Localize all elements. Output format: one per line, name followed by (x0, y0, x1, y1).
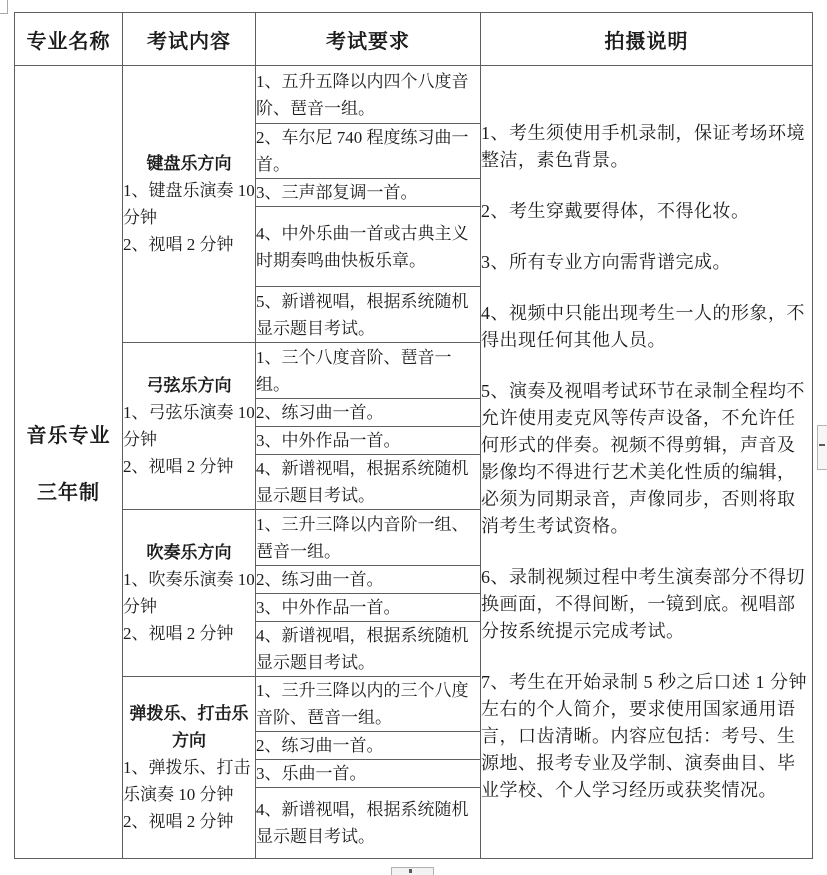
exam-requirements-table (14, 12, 813, 859)
major-name-cell (15, 66, 123, 859)
note-paragraph: 4、视频中只能出现考生一人的形象，不得出现任何其他人员。 (481, 303, 805, 350)
shooting-notes-cell (481, 66, 813, 859)
requirement-cell: 2、车尔尼 740 程度练习曲一首。 (256, 124, 481, 179)
requirement-cell: 1、三个八度音阶、琶音一组。 (256, 343, 481, 399)
requirement-cell: 4、新谱视唱，根据系统随机显示题目考试。 (256, 788, 481, 859)
requirement-cell: 3、三声部复调一首。 (256, 179, 481, 207)
header-exam-content: 考试内容 (123, 13, 256, 66)
scrollbar-grip-icon (409, 869, 412, 873)
requirement-cell: 3、中外作品一首。 (256, 427, 481, 455)
header-major-name: 专业名称 (15, 13, 123, 66)
window-corner-fragment (0, 0, 8, 14)
major-line-2: 三年制 (37, 482, 100, 504)
direction-cell-plucked-percussion (123, 677, 256, 859)
direction-item: 1、弓弦乐演奏 10 分钟 (123, 403, 255, 449)
right-scrollbar-thumb[interactable] (817, 425, 827, 470)
direction-item: 2、视唱 2 分钟 (123, 235, 234, 254)
requirement-cell: 3、乐曲一首。 (256, 760, 481, 788)
direction-title: 弹拨乐、打击乐方向 (129, 704, 249, 750)
table-row (15, 66, 813, 124)
requirement-cell: 1、五升五降以内四个八度音阶、琶音一组。 (256, 66, 481, 124)
requirement-cell: 4、新谱视唱，根据系统随机显示题目考试。 (256, 455, 481, 510)
header-exam-requirements: 考试要求 (256, 13, 481, 66)
requirement-cell: 5、新谱视唱，根据系统随机显示题目考试。 (256, 287, 481, 343)
table-header-row (15, 13, 813, 66)
note-paragraph: 7、考生在开始录制 5 秒之后口述 1 分钟左右的个人简介，要求使用国家通用语言，口齿清晰。内容应包括：考号、生源地、报考专业及学制、演奏曲目、毕业学校、个人学习经历或获奖情况。 (481, 672, 807, 800)
requirement-cell: 4、中外乐曲一首或古典主义时期奏鸣曲快板乐章。 (256, 207, 481, 287)
direction-cell-bowed-strings (123, 343, 256, 510)
requirement-cell: 4、新谱视唱，根据系统随机显示题目考试。 (256, 622, 481, 677)
direction-title: 弓弦乐方向 (146, 376, 232, 395)
requirement-cell: 3、中外作品一首。 (256, 594, 481, 622)
note-paragraph: 5、演奏及视唱考试环节在录制全程均不允许使用麦克风等传声设备，不允许任何形式的伴奏。视频不得剪辑，声音及影像均不得进行艺术美化性质的编辑，必须为同期录音，声像同步，否则将取消考生考试资格。 (481, 381, 805, 536)
note-paragraph: 3、所有专业方向需背谱完成。 (481, 252, 731, 272)
direction-item: 2、视唱 2 分钟 (123, 812, 234, 831)
direction-cell-wind (123, 510, 256, 677)
requirement-cell: 2、练习曲一首。 (256, 399, 481, 427)
direction-item: 2、视唱 2 分钟 (123, 457, 234, 476)
header-shooting-notes: 拍摄说明 (481, 13, 813, 66)
direction-title: 键盘乐方向 (146, 154, 232, 173)
direction-title: 吹奏乐方向 (146, 543, 232, 562)
note-paragraph: 1、考生须使用手机录制，保证考场环境整洁，素色背景。 (481, 123, 805, 170)
note-paragraph: 2、考生穿戴要得体，不得化妆。 (481, 201, 750, 221)
note-paragraph: 6、录制视频过程中考生演奏部分不得切换画面，不得间断，一镜到底。视唱部分按系统提示完成考试。 (481, 567, 805, 641)
requirement-cell: 1、三升三降以内音阶一组、琶音一组。 (256, 510, 481, 566)
scrollbar-grip-icon (819, 444, 825, 446)
direction-cell-keyboard (123, 66, 256, 343)
direction-item: 2、视唱 2 分钟 (123, 624, 234, 643)
requirement-cell: 2、练习曲一首。 (256, 732, 481, 760)
direction-item: 1、吹奏乐演奏 10 分钟 (123, 570, 255, 616)
major-line-1: 音乐专业 (26, 425, 111, 447)
requirement-cell: 2、练习曲一首。 (256, 566, 481, 594)
direction-item: 1、弹拨乐、打击乐演奏 10 分钟 (123, 758, 251, 804)
direction-item: 1、键盘乐演奏 10 分钟 (123, 181, 255, 227)
requirement-cell: 1、三升三降以内的三个八度音阶、琶音一组。 (256, 677, 481, 732)
